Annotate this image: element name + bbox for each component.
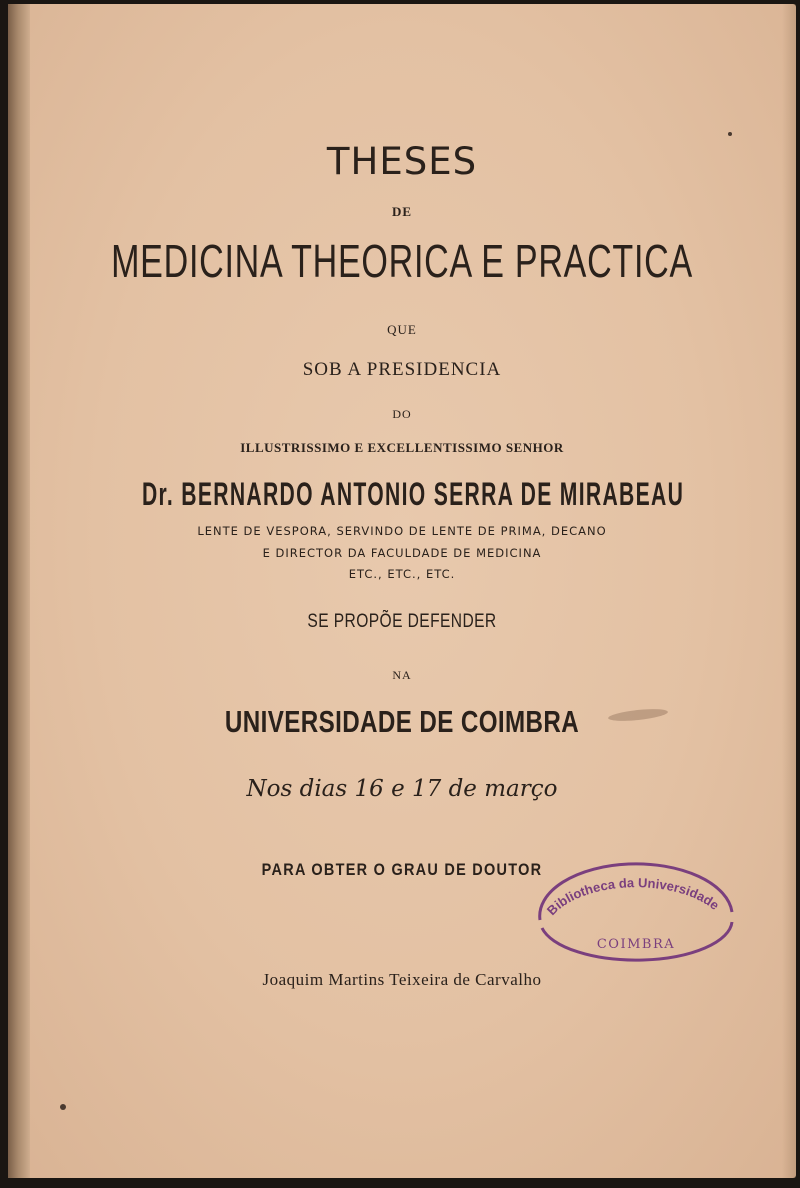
university-name: UNIVERSIDADE DE COIMBRA: [224, 704, 580, 739]
president-title-line-2: E DIRECTOR DA FACULDADE DE MEDICINA: [262, 546, 542, 560]
president-title-line-3: ETC., ETC., ETC.: [348, 567, 456, 581]
de-connector: DE: [391, 204, 413, 219]
propoe-line: SE PROPÕE DEFENDER: [307, 611, 497, 632]
title-page: [8, 4, 796, 1178]
degree-line: PARA OBTER O GRAU DE DOUTOR: [261, 860, 543, 879]
stamp-bottom-text: COIMBRA: [596, 937, 676, 952]
na-connector: NA: [392, 668, 412, 682]
que-connector: QUE: [387, 322, 417, 337]
paper-speck: [60, 1104, 66, 1110]
subject-title: MEDICINA THEORICA E PRACTICA: [111, 235, 693, 287]
honorific-line: ILLUSTRISSIMO E EXCELLENTISSIMO SENHOR: [240, 440, 564, 455]
paper-speck: [728, 132, 732, 136]
presidencia-line: SOB A PRESIDENCIA: [302, 359, 502, 380]
president-name: Dr. BERNARDO ANTONIO SERRA DE MIRABEAU: [141, 476, 685, 512]
do-connector: DO: [392, 407, 412, 421]
author-name: Joaquim Martins Teixeira de Carvalho: [262, 970, 542, 989]
president-title-line-1: LENTE DE VESPORA, SERVINDO DE LENTE DE PRIMA, DECANO: [197, 524, 607, 538]
library-stamp: [528, 854, 738, 966]
theses-heading: THESES: [326, 140, 478, 183]
handwritten-dates: Nos dias 16 e 17 de março: [246, 776, 558, 802]
stamp-top-text: Bibliotheca da Universidade: [543, 875, 723, 919]
